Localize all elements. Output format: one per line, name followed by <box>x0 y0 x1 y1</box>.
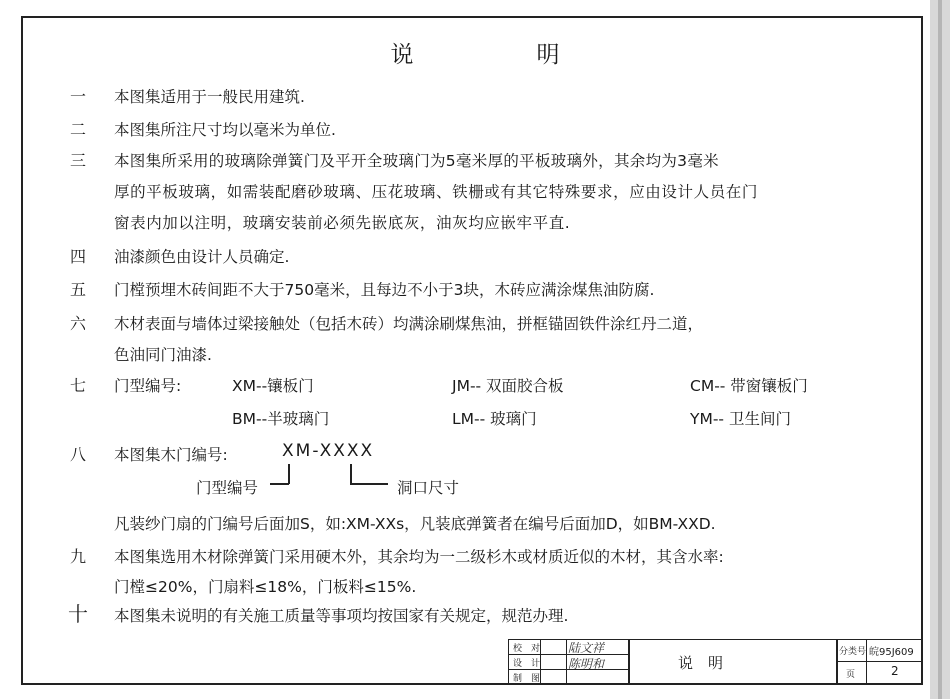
item-number-6: 六 <box>69 314 86 333</box>
title-block-col-line-3 <box>628 639 630 685</box>
item-text-7: 门型编号: <box>114 377 182 395</box>
item-number-9: 九 <box>69 547 86 566</box>
item-number-8: 八 <box>69 445 86 464</box>
item-number-1: 一 <box>69 87 86 106</box>
item-number-7: 七 <box>69 376 86 395</box>
item-text-3b: 厚的平板玻璃，如需装配磨砂玻璃、压花玻璃、铁栅或有其它特殊要求，应由设计人员在门 <box>114 183 759 201</box>
title-block-atlas-number: 皖95J609 <box>869 647 914 658</box>
item-text-6b: 色油同门油漆. <box>114 346 212 364</box>
item-number-5: 五 <box>69 280 86 299</box>
door-code: XM-XXXX <box>282 441 375 461</box>
code-label-opening-size: 洞口尺寸 <box>397 479 460 497</box>
door-type-cm: CM-- 带窗镶板门 <box>690 377 808 395</box>
item-text-4: 油漆颜色由设计人员确定. <box>114 248 290 266</box>
door-type-xm: XM--镶板门 <box>232 377 314 395</box>
door-type-lm: LM-- 玻璃门 <box>452 410 537 428</box>
leader-line-right-vertical <box>350 464 352 484</box>
title-block-row-line-3 <box>836 661 923 662</box>
leader-line-left-vertical <box>288 464 290 484</box>
code-label-door-type: 门型编号 <box>196 479 259 497</box>
title-block-page-number: 2 <box>891 664 899 678</box>
item-text-1: 本图集适用于一般民用建筑. <box>114 88 305 106</box>
signature-designer: 陈明和 <box>568 657 605 671</box>
title-block-col-line-4 <box>836 639 838 685</box>
item-number-10: 十 <box>68 602 88 626</box>
title-block-col-line-1 <box>540 639 541 685</box>
door-type-jm: JM-- 双面胶合板 <box>452 377 564 395</box>
leader-line-left-horizontal <box>270 483 289 485</box>
item-text-3a: 本图集所采用的玻璃除弹簧门及平开全玻璃门为5毫米厚的平板玻璃外，其余均为3毫米 <box>114 152 719 170</box>
title-block-label-draw: 制 图 <box>513 674 541 684</box>
item-number-4: 四 <box>69 247 86 266</box>
item-text-6a: 木材表面与墙体过梁接触处（包括木砖）均满涂刷煤焦油，拼框锚固铁件涂红丹二道， <box>114 315 704 333</box>
item-text-5: 门樘预埋木砖间距不大于750毫米，且每边不小于3块，木砖应满涂煤焦油防腐. <box>114 281 655 299</box>
signature-checker: 陆文祥 <box>568 641 605 655</box>
door-type-bm: BM--半玻璃门 <box>232 410 330 428</box>
item-number-3: 三 <box>69 151 86 170</box>
title-block-label-check: 校 对 <box>513 644 541 654</box>
page-title: 说 明 <box>390 42 610 68</box>
title-block-drawing-name: 说 明 <box>678 654 724 672</box>
title-block-col-line-5 <box>866 639 867 685</box>
title-block-label-design: 设 计 <box>513 659 541 669</box>
item-text-8: 本图集木门编号: <box>114 446 228 464</box>
title-block-col-line-2 <box>566 639 567 685</box>
item-text-9b: 门樘≤20%，门扇料≤18%，门板料≤15%. <box>114 578 417 596</box>
title-block-label-atlas: 分类号 <box>839 647 867 657</box>
item-text-10: 本图集未说明的有关施工质量等事项均按国家有关规定，规范办理. <box>114 607 569 625</box>
item-number-2: 二 <box>69 120 86 139</box>
item-text-2: 本图集所注尺寸均以毫米为单位. <box>114 121 336 139</box>
door-type-ym: YM-- 卫生间门 <box>690 410 791 428</box>
item-text-3c: 窗表内加以注明，玻璃安装前必须先嵌底灰，油灰均应嵌牢平直. <box>114 214 571 232</box>
item-text-8b: 凡装纱门扇的门编号后面加S，如:XM-XXs，凡装底弹簧者在编号后面加D，如BM-XXD. <box>114 515 716 533</box>
leader-line-right-horizontal <box>350 483 388 485</box>
item-text-9a: 本图集选用木材除弹簧门采用硬木外，其余均为一二级杉木或材质近似的木材，其含水率: <box>114 548 724 566</box>
page-edge-shadow-dark <box>938 0 942 699</box>
title-block-label-page: 页 <box>846 670 856 680</box>
